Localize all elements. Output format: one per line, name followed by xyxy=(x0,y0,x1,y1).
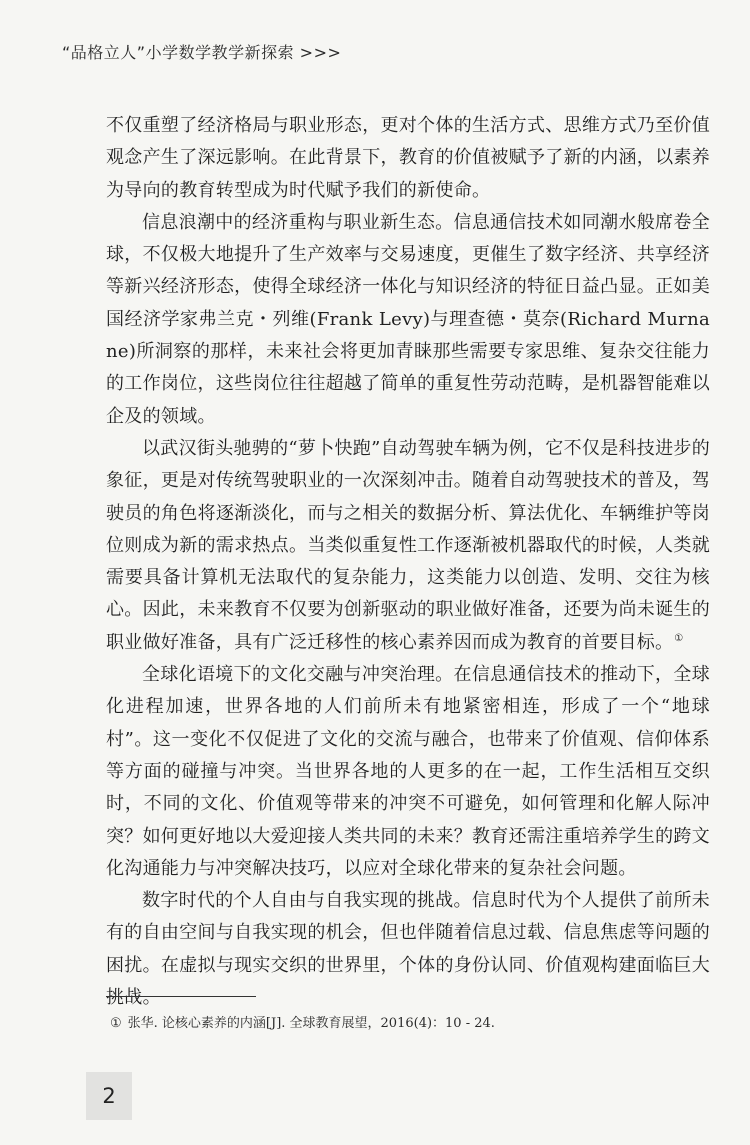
footnote-divider xyxy=(106,996,256,997)
body-text xyxy=(106,110,710,1014)
footnote xyxy=(110,1014,495,1034)
footnote-reference-mark[interactable]: ① xyxy=(674,632,684,644)
paragraph-1: 不仅重塑了经济格局与职业形态，更对个体的生活方式、思维方式乃至价值观念产生了深远影响。在此背景下，教育的价值被赋予了新的内涵，以素养为导向的教育转型成为时代赋予我们的新使命。 xyxy=(106,115,710,201)
running-header: “品格立人”小学数学教学新探索 >>> xyxy=(62,43,342,62)
paragraph-3-text: 以武汉街头驰骋的“萝卜快跑”自动驾驶车辆为例，它不仅是科技进步的象征，更是对传统驾驶职业的一次深刻冲击。随着自动驾驶技术的普及，驾驶员的角色将逐渐淡化，而与之相关的数据分析、算法优化、车辆维护等岗位则成为新的需求热点。当类似重复性工作逐渐被机器取代的时候，人类就需要具备计算机无法取代的复杂能力，这类能力以创造、发明、交往为核心。因此，未来教育不仅要为创新驱动的职业做好准备，还要为尚未诞生的职业做好准备，具有广泛迁移性的核心素养因而成为教育的首要目标。 xyxy=(106,437,711,653)
footnote-number: ① xyxy=(110,1016,122,1031)
page-number: 2 xyxy=(102,1084,116,1108)
footnote-text: 张华. 论核心素养的内涵[J]. 全球教育展望，2016(4)：10 - 24. xyxy=(127,1016,495,1031)
page-number-box xyxy=(86,1072,132,1120)
paragraph-5: 数字时代的个人自由与自我实现的挑战。信息时代为个人提供了前所未有的自由空间与自我实现的机会，但也伴随着信息过载、信息焦虑等问题的困扰。在虚拟与现实交织的世界里，个体的身份认同、价值观构建面临巨大挑战。 xyxy=(106,890,710,1009)
paragraph-2: 信息浪潮中的经济重构与职业新生态。信息通信技术如同潮水般席卷全球，不仅极大地提升了生产效率与交易速度，更催生了数字经济、共享经济等新兴经济形态，使得全球经济一体化与知识经济的特征日益凸显。正如美国经济学家弗兰克・列维(Frank Levy)与理查德・莫奈(Richard Murnane)所洞察的那样，未来社会将更加青睐那些需要专家思维、复杂交往能力的工作岗位，这些岗位往往超越了简单的重复性劳动范畴，是机器智能难以企及的领域。 xyxy=(106,211,710,427)
paragraph-3 xyxy=(106,433,710,659)
paragraph-4: 全球化语境下的文化交融与冲突治理。在信息通信技术的推动下，全球化进程加速，世界各地的人们前所未有地紧密相连，形成了一个“地球村”。这一变化不仅促进了文化的交流与融合，也带来了价值观、信仰体系等方面的碰撞与冲突。当世界各地的人更多的在一起，工作生活相互交织时，不同的文化、价值观等带来的冲突不可避免，如何管理和化解人际冲突？如何更好地以大爱迎接人类共同的未来？教育还需注重培养学生的跨文化沟通能力与冲突解决技巧，以应对全球化带来的复杂社会问题。 xyxy=(106,664,710,879)
